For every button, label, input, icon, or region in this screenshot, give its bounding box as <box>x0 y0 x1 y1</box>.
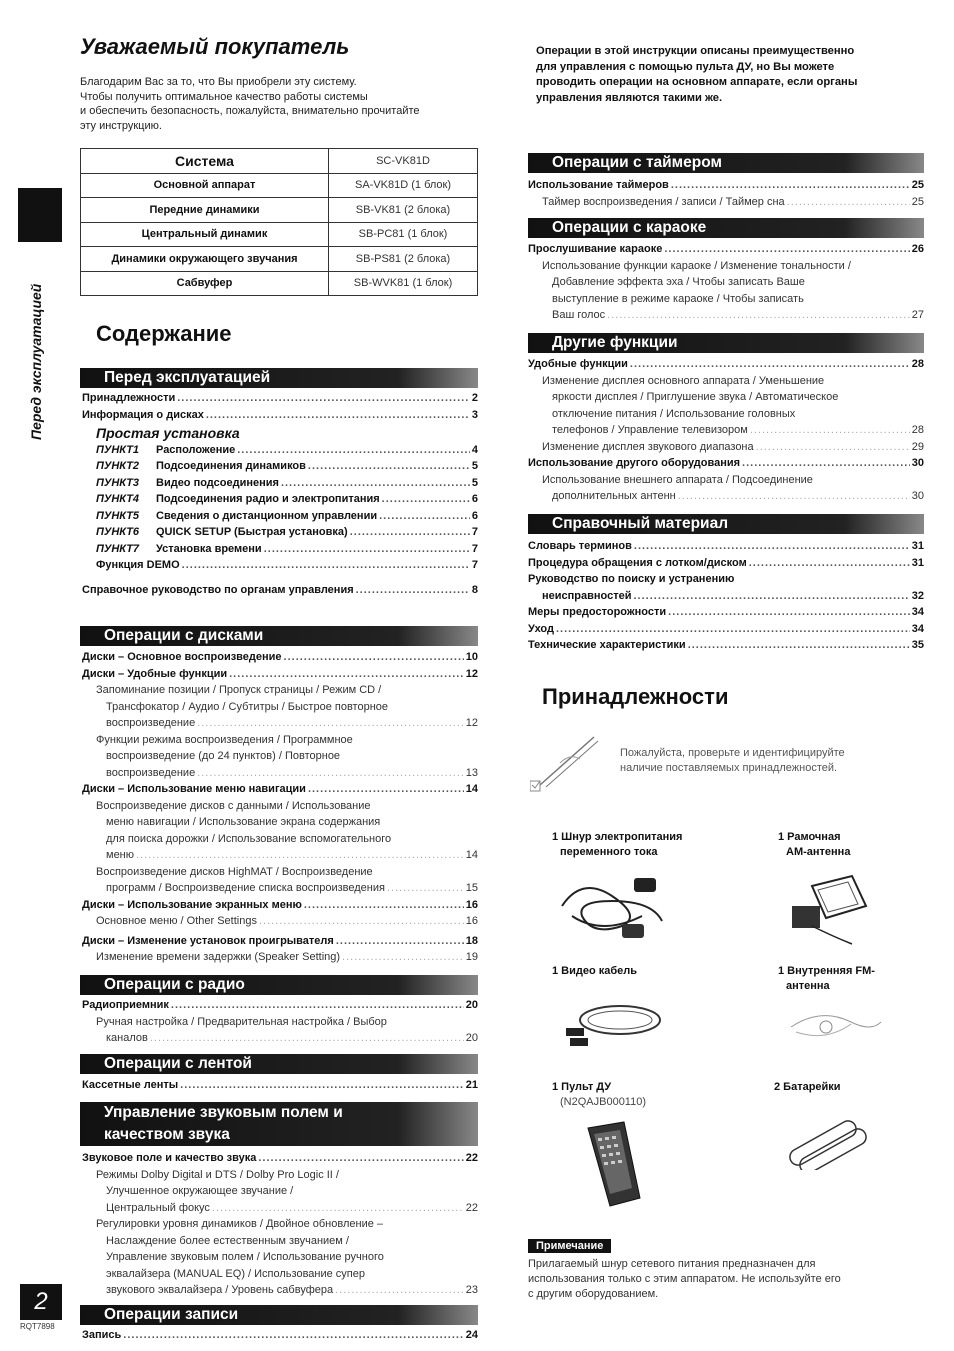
toc-timer: Использование таймеров ..... 25 Таймер воспроизведения / записи / Таймер сна ..... 25 <box>528 177 924 210</box>
section-heading-tape: Операции с лентой <box>80 1054 478 1074</box>
sidebar-label: Перед эксплуатацией <box>28 283 44 440</box>
section-heading-timer: Операции с таймером <box>528 153 924 173</box>
toc-radio: Радиоприемник ..... 20 Ручная настройка / Предварительная настройка / Выбор каналов ..... 20 <box>82 997 478 1047</box>
section-heading-before: Перед эксплуатацией <box>80 368 478 388</box>
accessories-title: Принадлежности <box>542 684 729 709</box>
section-heading-radio: Операции с радио <box>80 975 478 995</box>
accessories-check-text: Пожалуйста, проверьте и идентифицируйте наличие поставляемых принадлежностей. <box>620 747 845 774</box>
intro-text: Благодарим Вас за то, что Вы приобрели эту систему. Чтобы получить оптимальное качество работы системы и обеспечить безопасность, пожалуйста, внимательно прочитайте эту инструкцию. <box>80 76 420 132</box>
remote-note: Операции в этой инструкции описаны преимущественно для управления с помощью пульта ДУ, но Вы можете проводить операции на основном аппарате, если органы управления являются такими же. <box>536 45 858 104</box>
batteries-icon <box>788 1110 868 1170</box>
accessory-power-cord-label: 1 Шнур электропитания переменного тока <box>552 831 683 858</box>
document-code: RQT7898 <box>20 1322 55 1331</box>
system-table: Система SC-VK81D Основной аппарат SA-VK81D (1 блок) Передние динамики SB-VK81 (2 блока) Центральный динамик SB-PC81 (1 блок) Динамики окружающего звучания SB-PS81 (2 блока) Сабвуфер SB-WVK81 (1 блок) <box>80 148 478 296</box>
video-cable-icon <box>560 992 670 1052</box>
remote-control-icon <box>582 1120 642 1210</box>
section-heading-reference: Справочный материал <box>528 514 924 534</box>
toc-tape: Кассетные ленты ..... 21 <box>82 1077 478 1094</box>
toc-sound: Звуковое поле и качество звука ..... 22 Режимы Dolby Digital и DTS / Dolby Pro Logic II / Улучшенное окружающее звучание / Центральный фокус ..... 22 Регулировки уровня динамиков / Двойное обновление – Наслаждение более естественным звучанием / Управление звуковым полем / Использование ручного эквалайзера (MANUAL EQ) / Использование супер звукового эквалайзера / Уровень сабвуфера ..... 23 <box>82 1150 478 1299</box>
toc-other: Удобные функции ..... 28 Изменение дисплея основного аппарата / Уменьшение яркости дисплея / Приглушение звука / Автоматическое отключение питания / Использование головных телефонов / Управление телевизором ..... 28 Изменение дисплея звукового диапазона ..... 29 Использование другого оборудования ..... 30 Использование внешнего аппарата / Подсоединение дополнительных антенн ..... 30 <box>528 356 924 505</box>
note-badge: Примечание <box>528 1236 611 1254</box>
section-heading-sound: Управление звуковым полем и качеством звука <box>80 1102 478 1146</box>
section-heading-other: Другие функции <box>528 333 924 353</box>
accessory-video-cable-label: 1 Видео кабель <box>552 965 638 977</box>
page-title: Уважаемый покупатель <box>80 34 350 59</box>
toc-discs: Диски – Основное воспроизведение ..... 10 Диски – Удобные функции ..... 12 Запоминание позиции / Пропуск страницы / Режим CD / Трансфокатор / Аудио / Субтитры / Быстрое повторное воспроизведение ..... 12 Функции режима воспроизведения / Программное воспроизведение (до 24 пунктов) / Повторное воспроизведение ..... 13 Диски – Использование меню навигации ..... 14 Воспроизведение дисков с данными / Использование меню навигации / Использование экрана содержания для поиска дорожки / Использование вспомогательного меню ..... 14 Воспроизведение дисков HighMAT / Воспроизведение программ / Воспроизведение списка воспроизведения ..... 15 Диски – Использование экранных меню ..... 16 Основное меню / Other Settings ..... 16 Диски – Изменение установок проигрывателя ..... 18 Изменение времени задержки (Speaker Setting) ..... 19 <box>82 649 478 966</box>
accessory-fm-antenna-label: 1 Внутренняя FM- антенна <box>778 965 875 992</box>
sidebar-black-tab <box>18 188 62 242</box>
toc-record: Запись ..... 24 <box>82 1327 478 1344</box>
pen-check-icon <box>530 733 612 793</box>
toc-karaoke: Прослушивание караоке ..... 26 Использование функции караоке / Изменение тональности / Добавление эффекта эха / Чтобы записать Ваше выступление в режиме караоке / Чтобы записать Ваш голос ..... 27 <box>528 241 924 324</box>
note-text: Прилагаемый шнур сетевого питания предназначен для использования только с этим аппаратом. Не используйте его с другим оборудованием. <box>528 1258 841 1300</box>
am-antenna-icon <box>782 866 872 946</box>
contents-title: Содержание <box>96 321 232 346</box>
toc-before: Принадлежности ..... 2 Информация о дисках ..... 3 Простая установка ПУНКТ1 Расположение ..... 4 ПУНКТ2 Подсоединения динамиков ..... 5 ПУНКТ3 Видео подсоединения ..... 5 ПУНКТ4 Подсоединения радио и электропитания ..... 6 ПУНКТ5 Сведения о дистанционном управлении ..... 6 ПУНКТ6 QUICK SETUP (Быстрая установка) ..... 7 ПУНКТ7 Установка времени ..... 7 Функция DEMO ..... 7 Справочное руководство по органам управления ..... 8 <box>82 390 478 598</box>
section-heading-record: Операции записи <box>80 1305 478 1325</box>
page-number: 2 <box>20 1284 62 1320</box>
section-heading-discs: Операции с дисками <box>80 626 478 646</box>
accessory-remote-label: 1 Пульт ДУ (N2QAJB000110) <box>552 1081 647 1108</box>
section-heading-karaoke: Операции с караоке <box>528 218 924 238</box>
fm-antenna-icon <box>786 1002 886 1052</box>
power-cord-icon <box>552 866 672 946</box>
accessory-am-antenna-label: 1 Рамочная АМ-антенна <box>778 831 851 858</box>
toc-reference: Словарь терминов ..... 31 Процедура обращения с лотком/диском ..... 31 Руководство по поиску и устранению неисправностей ..... 32 Меры предосторожности ..... 34 Уход ..... 34 Технические характеристики ..... 35 <box>528 538 924 654</box>
accessory-batteries-label: 2 Батарейки <box>774 1081 841 1093</box>
